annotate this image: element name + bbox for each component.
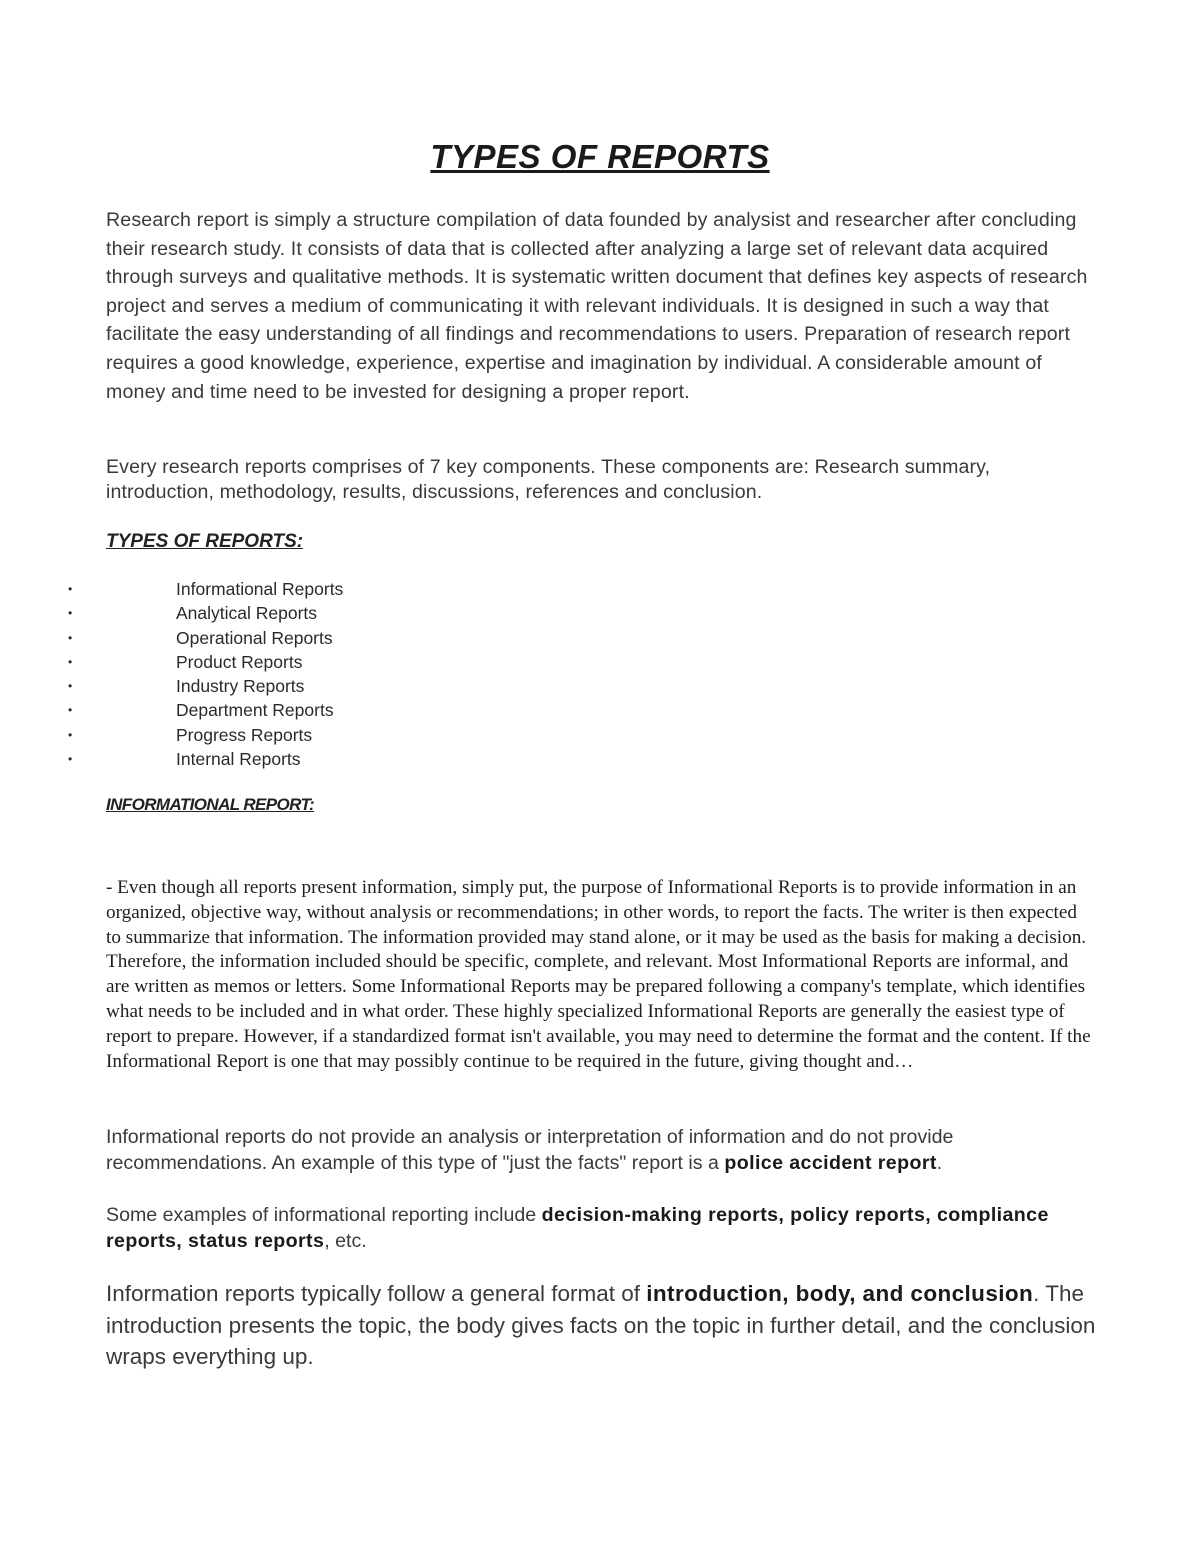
bullet-icon: • [68, 727, 73, 742]
list-item-label: Progress Reports [176, 724, 313, 745]
list-item [64, 747, 343, 771]
examples-emphasis: decision-making reports, policy reports, compliance reports, status reports [106, 1204, 1049, 1252]
intro-paragraph: Research report is simply a structure compilation of data founded by analysist and researcher after concluding their research study. It consists of data that is collected after analyzing a large set of relevant data acquired through surveys and qualitative methods. It is systematic written document that defines key aspects of research project and serves a medium of communicating it with relevant individuals. It is designed in such a way that facilitate the easy understanding of all findings and recommendations to users. Preparation of research report requires a good knowledge, experience, expertise and imagination by individual. A considerable amount of money and time need to be invested for designing a proper report. [106, 209, 1088, 403]
bullet-icon: • [68, 606, 73, 621]
components-paragraph: Every research reports comprises of 7 key components. These components are: Research summary, introduction, methodology, results, discussions, references and conclusion. [106, 456, 991, 503]
list-item-label: Internal Reports [176, 749, 301, 770]
list-item-label: Operational Reports [176, 627, 333, 648]
examples-paragraph [106, 1203, 1096, 1254]
definition-paragraph [106, 1125, 1096, 1176]
list-item [64, 626, 343, 650]
list-item-label: Informational Reports [176, 579, 344, 599]
list-item-label: Product Reports [176, 651, 303, 672]
bullet-icon: • [68, 630, 73, 645]
examples-text: Some examples of informational reporting include [106, 1204, 542, 1226]
list-item [64, 601, 343, 625]
list-item-label: Industry Reports [176, 676, 305, 697]
report-types-list [64, 577, 343, 771]
list-item [64, 650, 343, 674]
definition-end: . [936, 1151, 943, 1174]
definition-emphasis: police accident report [724, 1151, 937, 1174]
list-item-label: Analytical Reports [176, 603, 318, 624]
bullet-icon: • [68, 752, 73, 767]
examples-end: , etc. [324, 1229, 367, 1252]
page-title: TYPES OF REPORTS [430, 138, 770, 175]
bullet-icon: • [68, 582, 73, 596]
list-item [64, 698, 343, 722]
list-item-label: Department Reports [176, 700, 334, 721]
definition-text: Informational reports do not provide an analysis or interpretation of information and do not provide recommendations. An example of this type of "just the facts" report is a [106, 1126, 954, 1174]
list-item [64, 577, 343, 601]
list-item [64, 723, 343, 747]
format-end: . The introduction presents the topic, the body gives facts on the topic in further detail, and the conclusion wraps everything up. [106, 1281, 1096, 1369]
informational-report-heading: INFORMATIONAL REPORT: [106, 795, 315, 814]
list-item [64, 674, 343, 698]
bullet-icon: • [68, 703, 73, 718]
informational-paragraph: - Even though all reports present information, simply put, the purpose of Informational Reports is to provide information in an organized, objective way, without analysis or recommendations; in other words, to report the facts. The writer is then expected to summarize that information. The information provided may stand alone, or it may be used as the basis for making a decision. Therefore, the information included should be specific, complete, and relevant. Most Informational Reports are informal, and are written as memos or letters. Some Informational Reports may be prepared following a company's template, which identifies what needs to be included and in what order. These highly specialized Informational Reports are generally the easiest type of report to prepare. However, if a standardized format isn't available, you may need to determine the format and the content. If the Informational Report is one that may possibly continue to be required in the future, giving thought and… [106, 877, 1091, 1072]
bullet-icon: • [68, 654, 73, 669]
format-emphasis: introduction, body, and conclusion [646, 1281, 1034, 1306]
bullet-icon: • [68, 679, 73, 694]
format-paragraph [106, 1278, 1096, 1373]
types-heading: TYPES OF REPORTS: [106, 531, 304, 552]
format-text: Information reports typically follow a general format of [106, 1281, 647, 1306]
